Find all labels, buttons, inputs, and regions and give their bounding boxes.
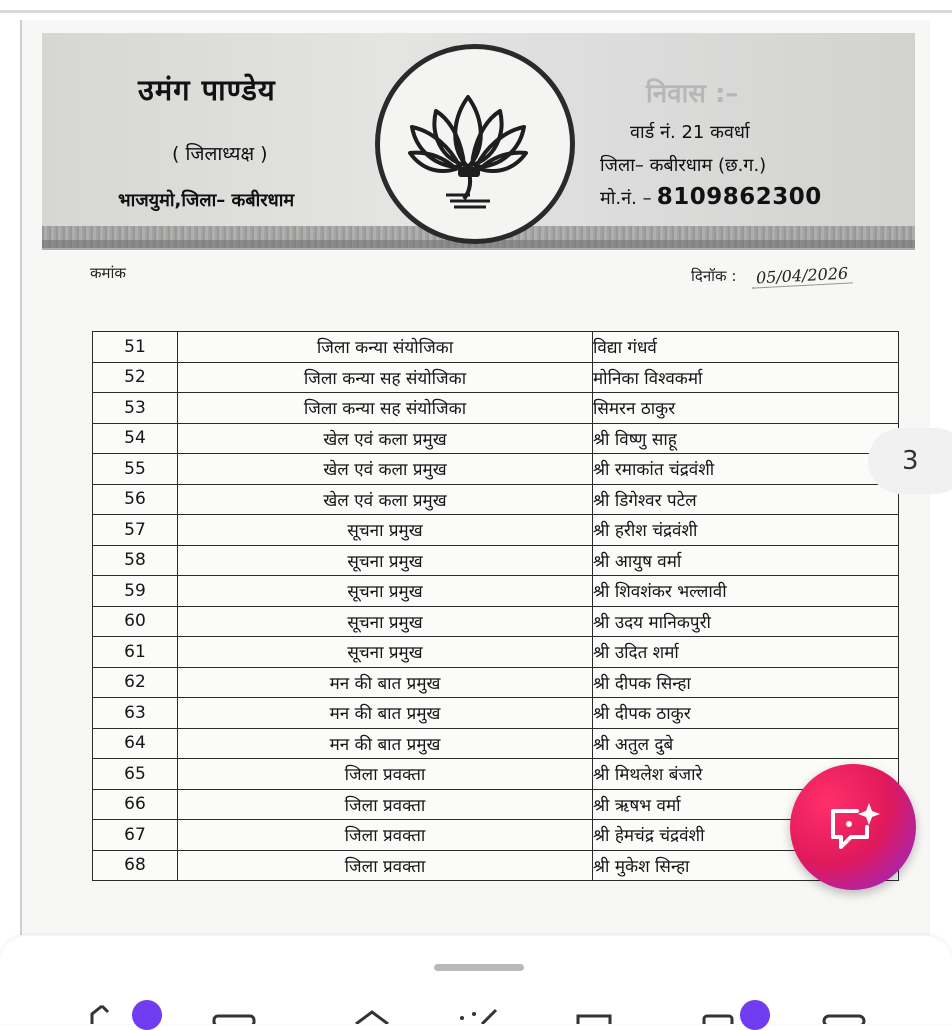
row-member-name: श्री मिथलेश बंजारे <box>593 759 899 790</box>
more-options-icon[interactable] <box>820 1004 870 1024</box>
row-member-name: श्री हरीश चंद्रवंशी <box>593 515 899 546</box>
row-member-name: श्री उदित शर्मा <box>593 637 899 668</box>
row-serial-number: 58 <box>93 545 178 576</box>
row-member-name: सिमरन ठाकुर <box>593 393 899 424</box>
table-row <box>93 332 899 363</box>
table-row <box>93 393 899 424</box>
row-position: मन की बात प्रमुख <box>178 698 593 729</box>
row-position: जिला प्रवक्ता <box>178 789 593 820</box>
row-serial-number: 60 <box>93 606 178 637</box>
row-serial-number: 61 <box>93 637 178 668</box>
row-member-name: श्री रमाकांत चंद्रवंशी <box>593 454 899 485</box>
row-member-name: श्री शिवशंकर भल्लावी <box>593 576 899 607</box>
table-row <box>93 820 899 851</box>
row-position: जिला कन्या संयोजिका <box>178 332 593 363</box>
crown-badge-icon-2 <box>740 1000 770 1030</box>
residence-heading: निवास :– <box>646 79 739 109</box>
row-member-name: विद्या गंधर्व <box>593 332 899 363</box>
row-position: मन की बात प्रमुख <box>178 728 593 759</box>
table-row <box>93 759 899 790</box>
crop-icon[interactable] <box>574 1004 614 1024</box>
edit-icon[interactable] <box>212 1004 256 1024</box>
row-serial-number: 57 <box>93 515 178 546</box>
row-serial-number: 51 <box>93 332 178 363</box>
row-member-name: श्री अतुल दुबे <box>593 728 899 759</box>
row-position: जिला प्रवक्ता <box>178 850 593 881</box>
ai-assistant-button[interactable] <box>790 764 916 890</box>
row-member-name: श्री दीपक सिन्हा <box>593 667 899 698</box>
home-icon[interactable] <box>352 1004 392 1024</box>
row-serial-number: 59 <box>93 576 178 607</box>
date-label: दिनॉक : <box>691 267 737 285</box>
row-position: सूचना प्रमुख <box>178 545 593 576</box>
row-serial-number: 54 <box>93 423 178 454</box>
row-member-name: श्री आयुष वर्मा <box>593 545 899 576</box>
share-icon[interactable] <box>88 1004 128 1024</box>
table-row <box>93 454 899 485</box>
row-position: मन की बात प्रमुख <box>178 667 593 698</box>
row-member-name: मोनिका विश्वकर्मा <box>593 362 899 393</box>
address-line-2: जिला– कबीरधाम (छ.ग.) <box>600 155 767 176</box>
row-serial-number: 68 <box>93 850 178 881</box>
row-position: जिला प्रवक्ता <box>178 759 593 790</box>
date-value: 05/04/2026 <box>751 263 852 288</box>
row-position: खेल एवं कला प्रमुख <box>178 454 593 485</box>
row-position: जिला कन्या सह संयोजिका <box>178 393 593 424</box>
row-member-name: श्री डिगेश्वर पटेल <box>593 484 899 515</box>
row-member-name: श्री उदय मानिकपुरी <box>593 606 899 637</box>
letterhead-post: ( जिलाध्यक्ष ) <box>172 143 268 165</box>
row-serial-number: 56 <box>93 484 178 515</box>
table-row <box>93 423 899 454</box>
table-row <box>93 576 899 607</box>
table-row <box>93 362 899 393</box>
date-line <box>691 263 852 288</box>
sheet-drag-handle[interactable] <box>434 964 524 971</box>
table-row <box>93 545 899 576</box>
office-bearers-table <box>92 331 899 881</box>
row-serial-number: 53 <box>93 393 178 424</box>
reference-label: कमांक <box>90 264 126 282</box>
row-member-name: श्री दीपक ठाकुर <box>593 698 899 729</box>
row-member-name: श्री विष्णु साहू <box>593 423 899 454</box>
table-row <box>93 484 899 515</box>
letterhead-name: उमंग पाण्डेय <box>138 73 276 107</box>
letterhead-org: भाजयुमो,जिला– कबीरधाम <box>118 190 295 211</box>
row-position: सूचना प्रमुख <box>178 606 593 637</box>
row-serial-number: 67 <box>93 820 178 851</box>
table-row <box>93 698 899 729</box>
table-row <box>93 728 899 759</box>
magic-wand-icon[interactable] <box>452 1004 502 1024</box>
table-row <box>93 850 899 881</box>
lotus-icon <box>380 49 570 239</box>
crown-badge-icon <box>132 1000 162 1030</box>
row-member-name: श्री ऋषभ वर्मा <box>593 789 899 820</box>
table-row <box>93 667 899 698</box>
row-position: सूचना प्रमुख <box>178 637 593 668</box>
table-body <box>93 332 899 881</box>
row-position: जिला कन्या सह संयोजिका <box>178 362 593 393</box>
row-serial-number: 55 <box>93 454 178 485</box>
phone-label: मो.नं. – <box>600 188 652 209</box>
row-serial-number: 62 <box>93 667 178 698</box>
document-icon[interactable] <box>700 1004 740 1024</box>
phone-line <box>600 184 822 210</box>
page-number: 3 <box>902 446 919 476</box>
ai-chat-sparkle-icon <box>823 797 883 857</box>
row-position: सूचना प्रमुख <box>178 515 593 546</box>
lotus-logo <box>375 44 575 244</box>
row-position: जिला प्रवक्ता <box>178 820 593 851</box>
top-divider <box>0 10 952 13</box>
table-row <box>93 515 899 546</box>
row-serial-number: 65 <box>93 759 178 790</box>
row-serial-number: 63 <box>93 698 178 729</box>
row-member-name: श्री मुकेश सिन्हा <box>593 850 899 881</box>
table-row <box>93 606 899 637</box>
row-serial-number: 64 <box>93 728 178 759</box>
row-position: खेल एवं कला प्रमुख <box>178 423 593 454</box>
row-position: खेल एवं कला प्रमुख <box>178 484 593 515</box>
phone-number: 8109862300 <box>656 184 822 210</box>
row-position: सूचना प्रमुख <box>178 576 593 607</box>
row-member-name: श्री हेमचंद्र चंद्रवंशी <box>593 820 899 851</box>
table-row <box>93 789 899 820</box>
row-serial-number: 52 <box>93 362 178 393</box>
address-line-1: वार्ड नं. 21 कवर्धा <box>630 122 750 143</box>
row-serial-number: 66 <box>93 789 178 820</box>
table-row <box>93 637 899 668</box>
